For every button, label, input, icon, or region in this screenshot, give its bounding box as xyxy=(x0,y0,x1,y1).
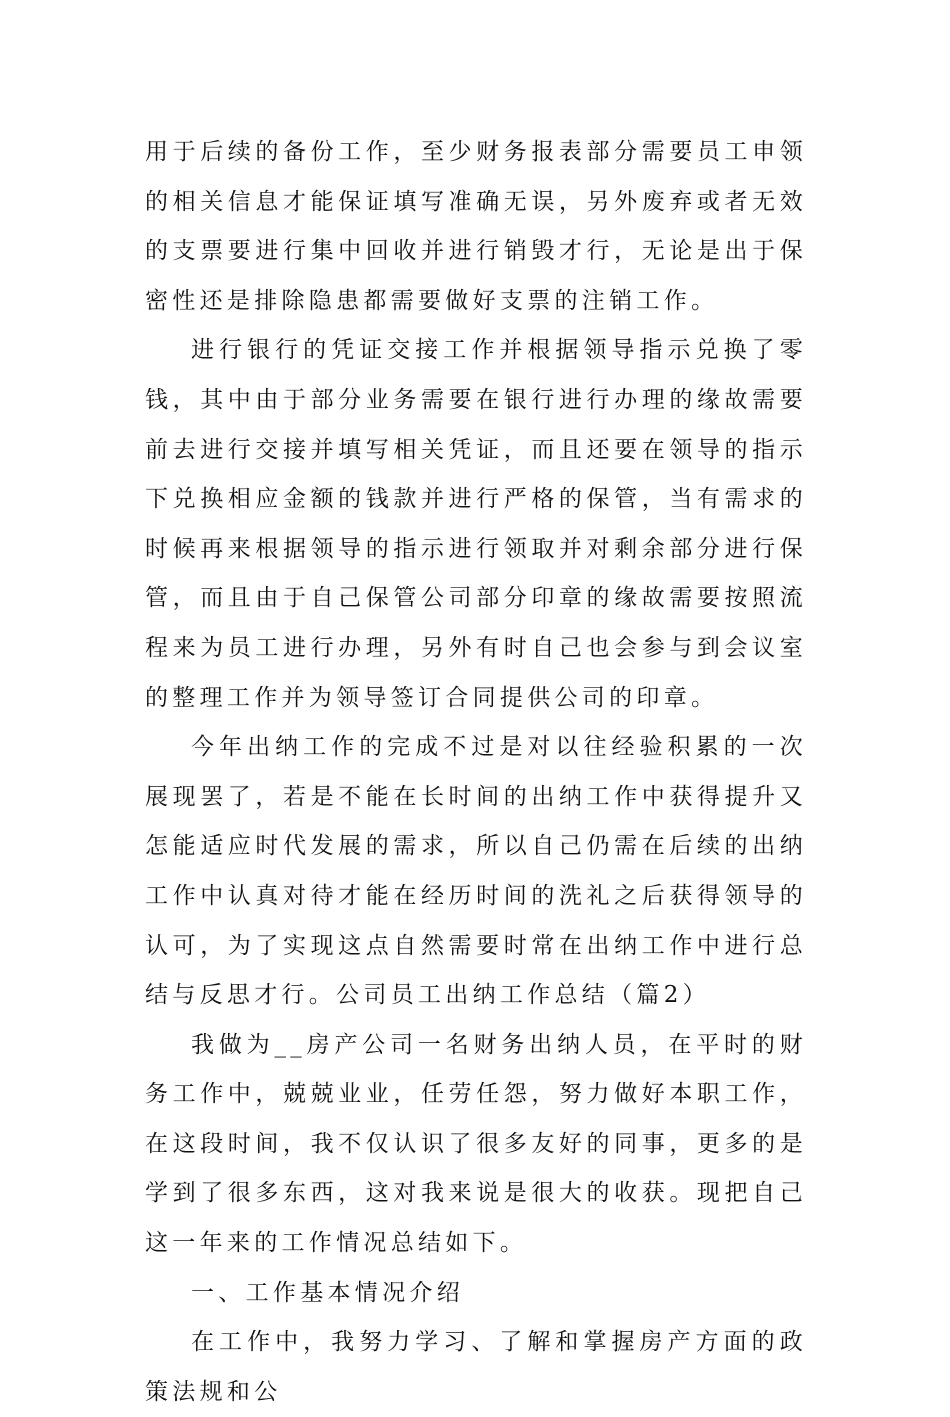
paragraph-4: 我做为__房产公司一名财务出纳人员，在平时的财务工作中，兢兢业业，任劳任怨，努力做好本职工作，在这段时间，我不仅认识了很多友好的同事，更多的是学到了很多东西，这对我来说是很大的收获。现把自己这一年来的工作情况总结如下。 xyxy=(145,1031,807,1257)
paragraph-3: 今年出纳工作的完成不过是对以往经验积累的一次展现罢了，若是不能在长时间的出纳工作中获得提升又怎能适应时代发展的需求，所以自己仍需在后续的出纳工作中认真对待才能在经历时间的洗礼之后获得领导的认可，为了实现这点自然需要时常在出纳工作中进行总结与反思才行。公司员工出纳工作总结（篇2） xyxy=(145,734,807,1009)
paragraph-1: 用于后续的备份工作，至少财务报表部分需要员工申领的相关信息才能保证填写准确无误，另外废弃或者无效的支票要进行集中回收并进行销毁才行，无论是出于保密性还是排除隐患都需要做好支票的注销工作。 xyxy=(145,139,807,314)
document-page xyxy=(145,128,807,1417)
paragraph-2: 进行银行的凭证交接工作并根据领导指示兑换了零钱，其中由于部分业务需要在银行进行办理的缘故需要前去进行交接并填写相关凭证，而且还要在领导的指示下兑换相应金额的钱款并进行严格的保管，当有需求的时候再来根据领导的指示进行领取并对剩余部分进行保管，而且由于自己保管公司部分印章的缘故需要按照流程来为员工进行办理，另外有时自己也会参与到会议室的整理工作并为领导签订合同提供公司的印章。 xyxy=(145,337,807,711)
section-heading: 一、工作基本情况介绍 xyxy=(191,1279,464,1306)
paragraph-5: 在工作中，我努力学习、了解和掌握房产方面的政策法规和公 xyxy=(145,1329,807,1405)
